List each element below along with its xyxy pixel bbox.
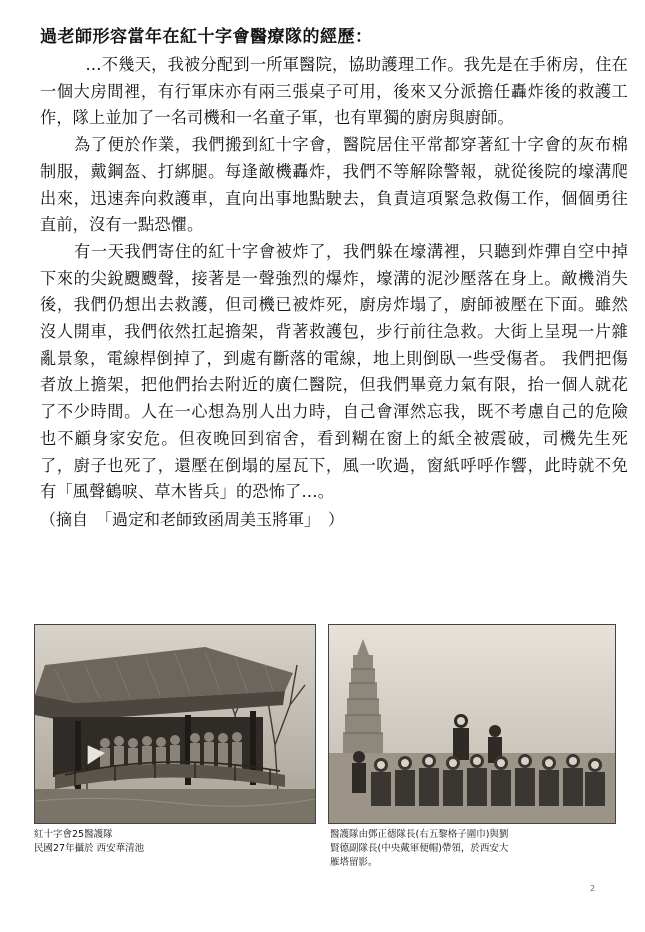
caption-left — [34, 828, 314, 856]
paragraph-2: 為了便於作業，我們搬到紅十字會，醫院居住平常都穿著紅十字會的灰布棉制服，戴鋼盔、打綁腿。每逢敵機轟炸，我們不等解除警報，就從後院的壕溝爬出來，迅速奔向救護車，直向出事地點駛去，負責這項緊急救傷工作，個個勇往直前，沒有一點恐懼。 — [40, 135, 628, 235]
source-citation: （摘自 「過定和老師致函周美玉將軍」 ） — [40, 509, 345, 529]
photo-medical-team-bridge — [34, 624, 316, 824]
paragraph-1: …不幾天，我被分配到一所軍醫院，協助護理工作。我先是在手術房，住在一個大房間裡，有行軍床亦有兩三張桌子可用，後來又分派擔任轟炸後的救護工作，隊上並加了一名司機和一名童子軍，也有單獨的廚房與廚師。 — [40, 55, 628, 128]
caption-right-line-2: 賢德副隊長(中央戴軍便帽)帶領，於西安大 — [330, 843, 509, 854]
photo-team-at-pagoda — [328, 624, 616, 824]
caption-left-line-2: 民國27年攝於 西安華清池 — [34, 843, 145, 854]
paragraph-3: 有一天我們寄住的紅十字會被炸了，我們躲在壕溝裡，只聽到炸彈自空中掉下來的尖銳颼颼聲，接著是一聲強烈的爆炸，壕溝的泥沙壓落在身上。敵機消失後，我們仍想出去救護，但司機已被炸死，廚房炸塌了，廚師被壓在下面。雖然沒人開車，我們依然扛起擔架，背著救護包，步行前往急救。大街上呈現一片雜亂景象，電線桿倒掉了，到處有斷落的電線，地上則倒臥一些受傷者。 我們把傷者放上擔架，把他們抬去附近的廣仁醫院，但我們畢竟力氣有限，抬一個人就花了不少時間。人在一心想為別人出力時，自己會渾然忘我，既不考慮自己的危險也不顧身家安危。但夜晚回到宿舍，看到糊在窗上的紙全被震破，司機先生死了，廚子也死了，還壓在倒塌的屋瓦下，風一吹過，窗紙呼呼作響，此時就不免有「風聲鶴唳、草木皆兵」的恐怖了…。 — [40, 241, 628, 502]
caption-right-line-1: 醫護隊由鄧正德隊長(右五黎格子圍巾)與劉 — [330, 829, 509, 840]
page-number: 2 — [590, 884, 596, 893]
article-body — [40, 52, 628, 532]
caption-right — [330, 828, 620, 870]
caption-left-line-1: 紅十字會25醫護隊 — [34, 829, 113, 840]
caption-right-line-3: 雁塔留影。 — [330, 857, 378, 868]
page-title: 過老師形容當年在紅十字會醫療隊的經歷： — [40, 27, 373, 47]
